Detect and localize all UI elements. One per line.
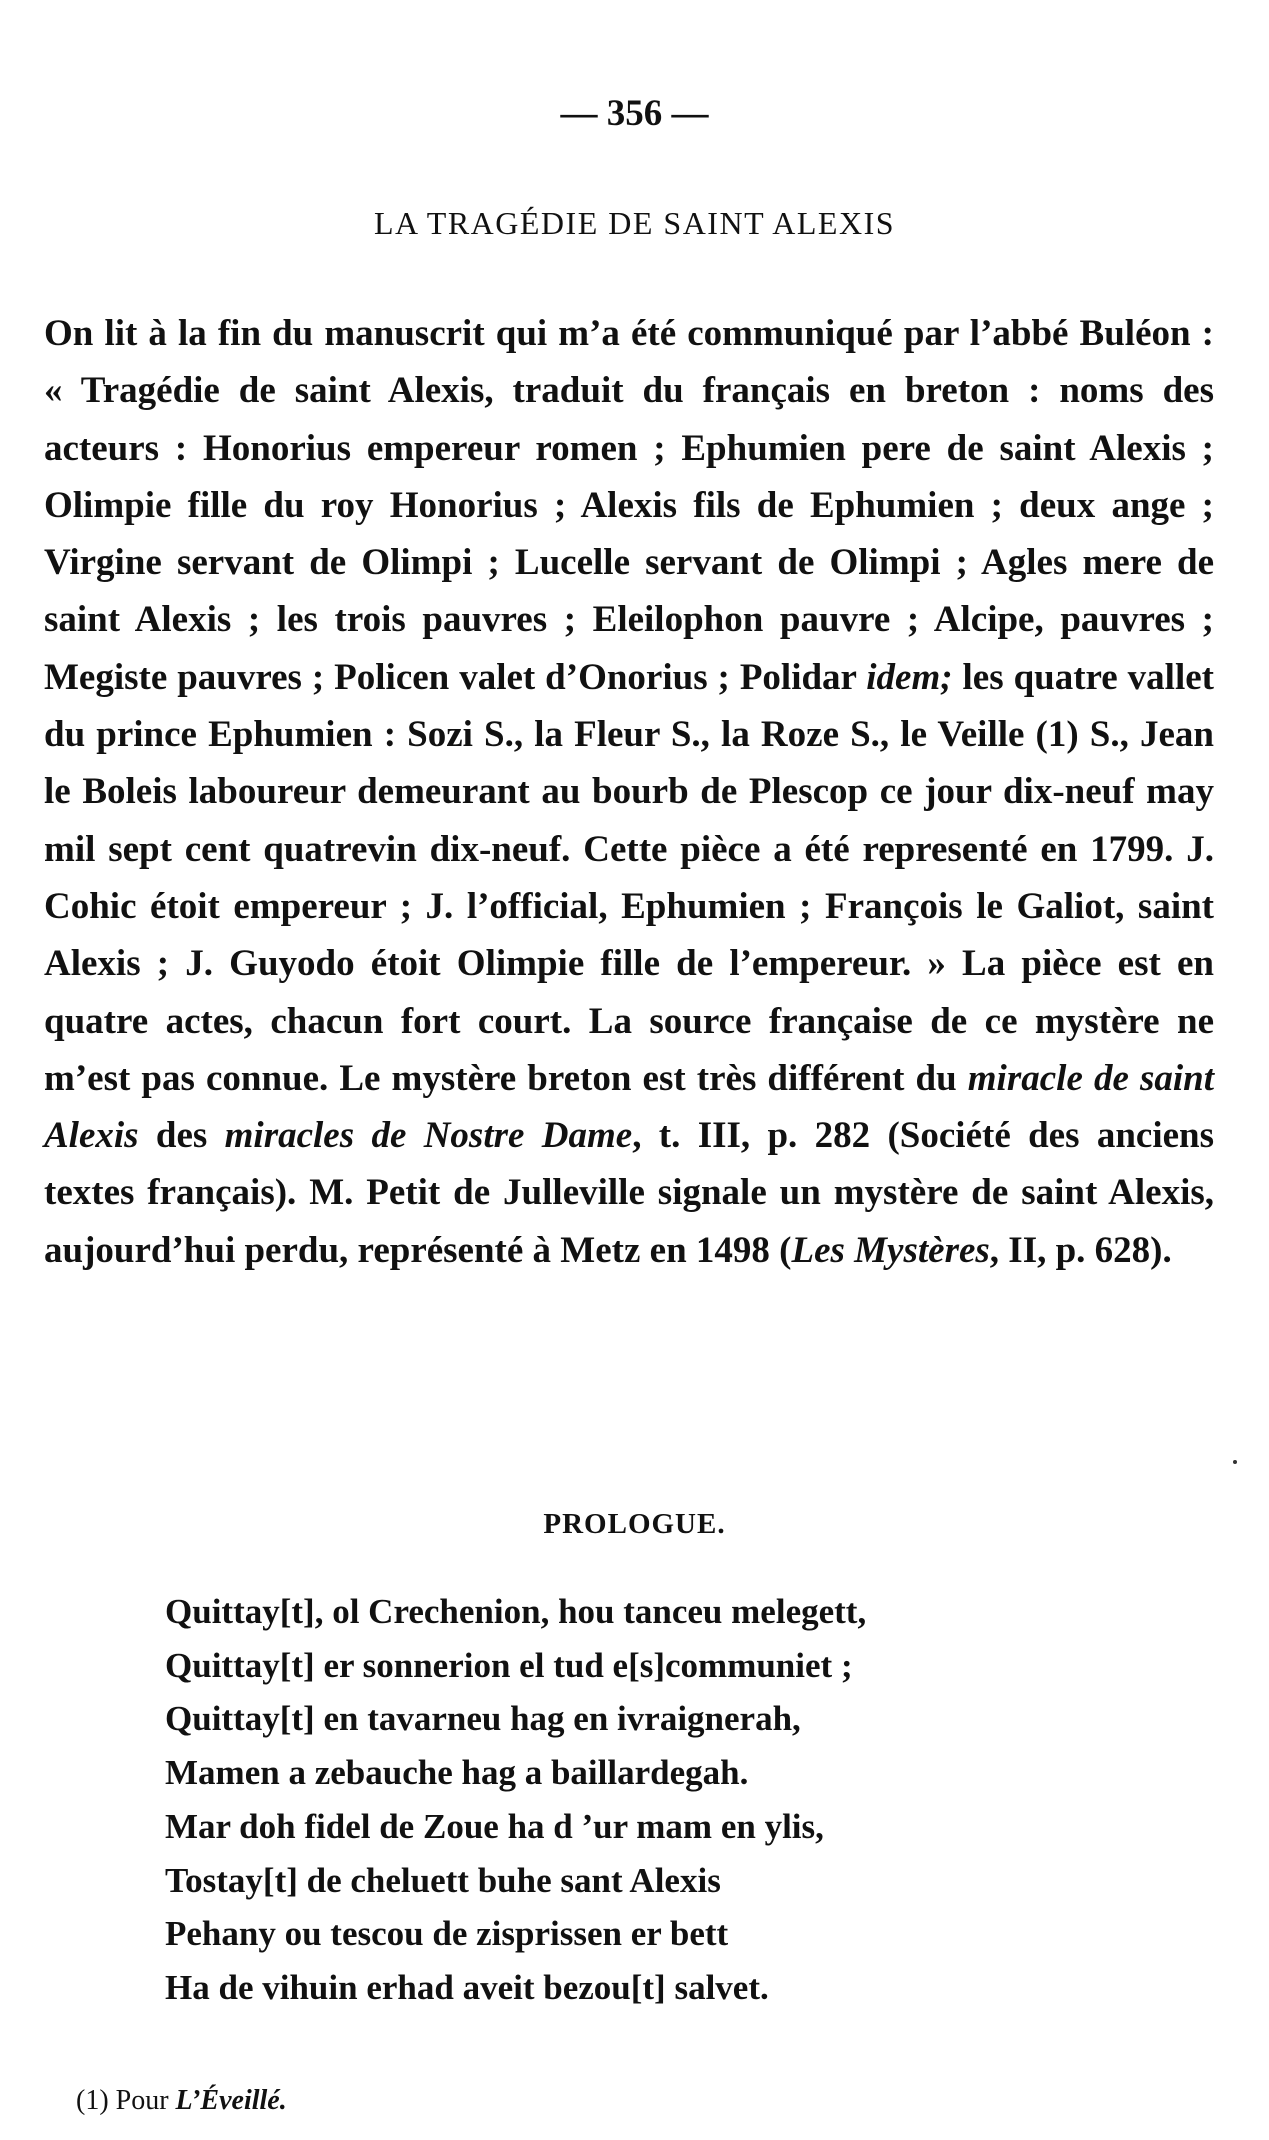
body-text-part-4: , t. III, p. 282 (Société des anciens textes français). M. Petit de Julleville signale un mystère de saint Alexis, aujourd’hui perdu, représenté à Metz en 1498 ( <box>44 1115 1214 1271</box>
verse-block <box>165 1585 1165 2015</box>
body-text-part-1: On lit à la fin du manuscrit qui m’a été communiqué par l’abbé Buléon : « Tragédie de saint Alexis, traduit du français en breton : noms des acteurs : Honorius empereur romen ; Ephumien pere de saint Alexis ; Olimpie fille du roy Honorius ; Alexis fils de Ephumien ; deux ange ; Virgine servant de Olimpi ; Lucelle servant de Olimpi ; Agles mere de saint Alexis ; les trois pauvres ; Eleilophon pauvre ; Alcipe, pauvres ; Megiste pauvres ; Policen valet d’Onorius ; Polidar <box>44 313 1214 698</box>
chapter-title: LA TRAGÉDIE DE SAINT ALEXIS <box>373 205 896 241</box>
body-italic-miracles: miracles de Nostre Dame <box>224 1115 633 1157</box>
footnote-marker: (1) Pour <box>76 2085 176 2116</box>
page-number: — 356 — <box>560 93 709 134</box>
body-text-part-5: , II, p. 628). <box>989 1229 1172 1271</box>
verse-line: Quittay[t], ol Crechenion, hou tanceu melegett, <box>165 1592 867 1631</box>
section-heading: PROLOGUE. <box>543 1508 726 1540</box>
footnote-term: L’Éveillé. <box>175 2085 287 2116</box>
verse-line: Mamen a zebauche hag a baillardegah. <box>165 1753 749 1793</box>
verse-line: Quittay[t] er sonnerion el tud e[s]communiet ; <box>165 1645 853 1685</box>
body-italic-mysteres: Les Mystères <box>791 1229 990 1271</box>
body-paragraph <box>44 305 1214 1279</box>
footnote <box>76 2085 287 2117</box>
margin-dot <box>1233 1460 1237 1464</box>
verse-line: Mar doh fidel de Zoue ha d ’ur mam en ylis, <box>165 1806 824 1846</box>
verse-line: Tostay[t] de cheluett buhe sant Alexis <box>165 1860 721 1900</box>
verse-line: Quittay[t] en tavarneu hag en ivraignerah, <box>165 1699 801 1739</box>
body-italic-idem: idem; <box>866 656 953 698</box>
verse-line: Ha de vihuin erhad aveit bezou[t] salvet. <box>165 1967 769 2007</box>
verse-line: Pehany ou tescou de zisprissen er bett <box>165 1914 729 1954</box>
body-text-part-2: les quatre vallet du prince Ephumien : Sozi S., la Fleur S., la Roze S., le Veille (1) S., Jean le Boleis laboureur demeurant au bourb de Plescop ce jour dix-neuf may mil sept cent quatrevin dix-neuf. Cette pièce a été representé en 1799. J. Cohic étoit empereur ; J. l’official, Ephumien ; François le Galiot, saint Alexis ; J. Guyodo étoit Olimpie fille de l’empereur. » La pièce est en quatre actes, chacun fort court. La source française de ce mystère ne m’est pas connue. Le mystère breton est très différent du <box>44 656 1214 1099</box>
body-italic-miracle: miracle de saint Alexis <box>44 1057 1215 1157</box>
body-text-part-3: des <box>138 1115 225 1157</box>
